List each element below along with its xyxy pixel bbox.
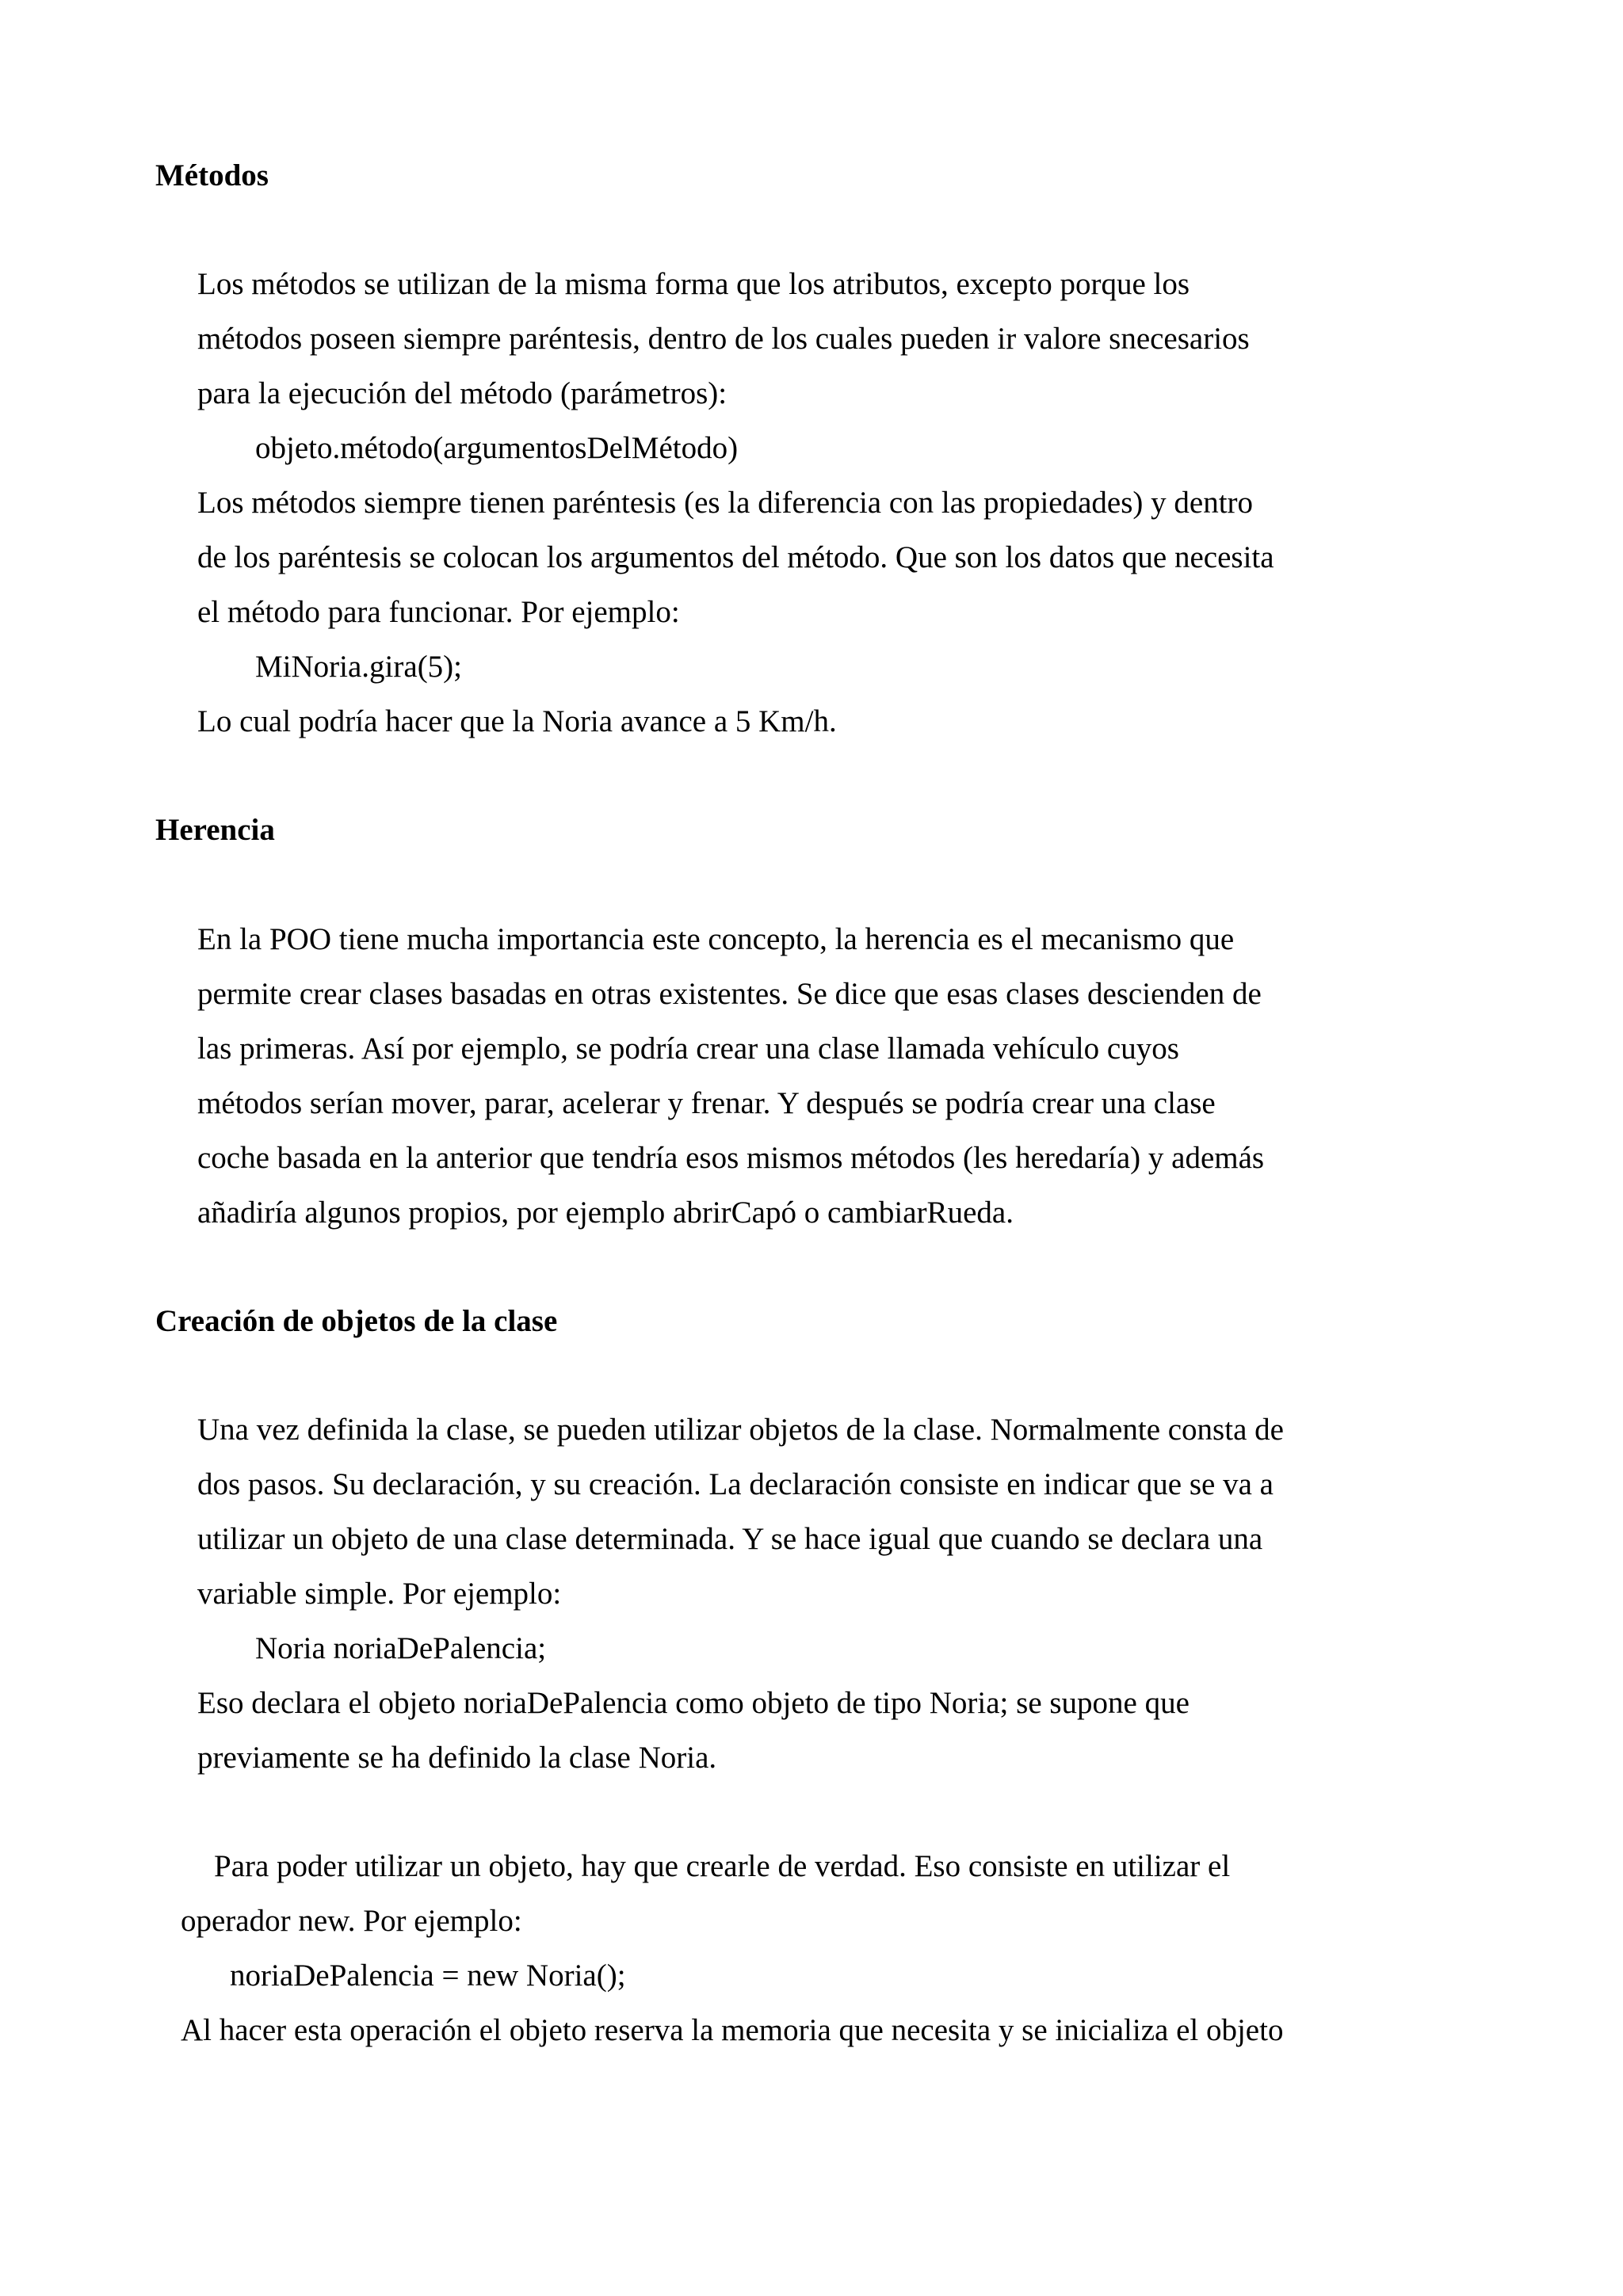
metodos-p2-line-3: el método para funcionar. Por ejemplo: — [197, 595, 680, 629]
herencia-p1-line-3: las primeras. Así por ejemplo, se podría crear una clase llamada vehículo cuyos — [197, 1032, 1179, 1066]
herencia-p1-line-1: En la POO tiene mucha importancia este concepto, la herencia es el mecanismo que — [197, 922, 1235, 956]
creacion-p2-line-1: Eso declara el objeto noriaDePalencia como objeto de tipo Noria; se supone que — [197, 1686, 1190, 1720]
creacion-p4: Al hacer esta operación el objeto reserva la memoria que necesita y se inicializa el objeto — [181, 2013, 1284, 2047]
herencia-p1-line-5: coche basada en la anterior que tendría esos mismos métodos (les heredaría) y además — [197, 1141, 1265, 1175]
heading-herencia: Herencia — [155, 813, 275, 847]
creacion-p1-line-3: utilizar un objeto de una clase determinada. Y se hace igual que cuando se declara una — [197, 1522, 1263, 1556]
heading-creacion-objetos: Creación de objetos de la clase — [155, 1304, 558, 1338]
metodos-p1-line-1: Los métodos se utilizan de la misma forma que los atributos, excepto porque los — [197, 267, 1190, 301]
creacion-p1-line-1: Una vez definida la clase, se pueden utilizar objetos de la clase. Normalmente consta de — [197, 1413, 1284, 1447]
metodos-code-2: MiNoria.gira(5); — [255, 650, 463, 684]
herencia-p1-line-2: permite crear clases basadas en otras existentes. Se dice que esas clases descienden de — [197, 977, 1262, 1011]
metodos-p2-line-1: Los métodos siempre tienen paréntesis (es la diferencia con las propiedades) y dentro — [197, 486, 1254, 520]
creacion-code-2: noriaDePalencia = new Noria(); — [230, 1958, 626, 1993]
metodos-p3: Lo cual podría hacer que la Noria avance a 5 Km/h. — [197, 704, 837, 738]
metodos-p1-line-3: para la ejecución del método (parámetros): — [197, 376, 727, 410]
creacion-p1-line-2: dos pasos. Su declaración, y su creación. La declaración consiste en indicar que se va a — [197, 1467, 1274, 1501]
creacion-p2-line-2: previamente se ha definido la clase Noria. — [197, 1741, 717, 1775]
creacion-code-1: Noria noriaDePalencia; — [255, 1631, 547, 1665]
metodos-p2-line-2: de los paréntesis se colocan los argumentos del método. Que son los datos que necesita — [197, 540, 1274, 574]
creacion-p1-line-4: variable simple. Por ejemplo: — [197, 1577, 562, 1611]
metodos-code-1: objeto.método(argumentosDelMétodo) — [255, 431, 739, 465]
creacion-p3-line-1: Para poder utilizar un objeto, hay que crearle de verdad. Eso consiste en utilizar el — [214, 1849, 1231, 1883]
heading-metodos: Métodos — [155, 158, 269, 193]
herencia-p1-line-4: métodos serían mover, parar, acelerar y frenar. Y después se podría crear una clase — [197, 1086, 1216, 1120]
metodos-p1-line-2: métodos poseen siempre paréntesis, dentro de los cuales pueden ir valore snecesarios — [197, 322, 1250, 356]
herencia-p1-line-6: añadiría algunos propios, por ejemplo abrirCapó o cambiarRueda. — [197, 1196, 1014, 1230]
creacion-p3-line-2: operador new. Por ejemplo: — [181, 1904, 522, 1938]
